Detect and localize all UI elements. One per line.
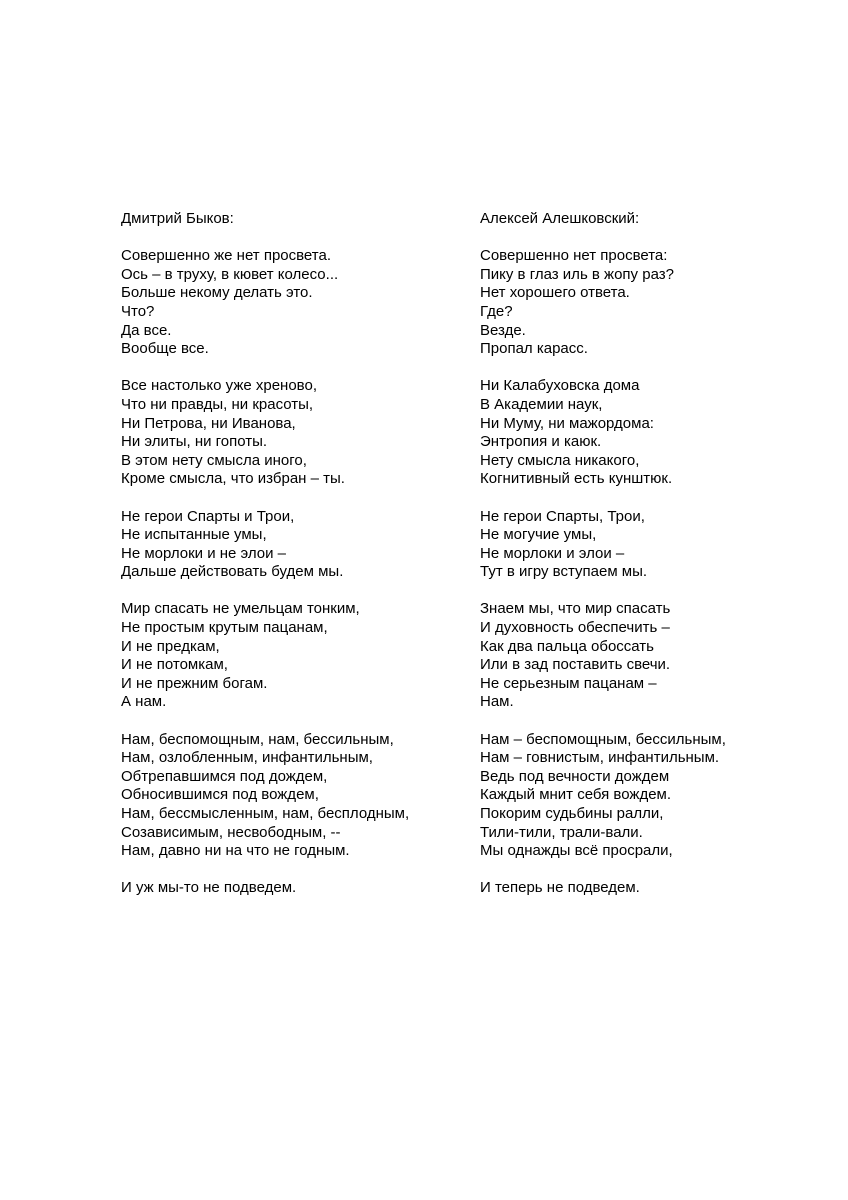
- poem-line: Ось – в труху, в кювет колесо...: [121, 265, 339, 283]
- poem-line: Пропал карасс.: [480, 340, 588, 358]
- poem-line: Ни Муму, ни мажордома:: [480, 414, 654, 432]
- poem-line: Созависимым, несвободным, --: [121, 823, 341, 841]
- poem-line: А нам.: [121, 693, 167, 711]
- poem-line: Где?: [480, 302, 513, 320]
- poem-line: Не герои Спарты, Трои,: [480, 507, 645, 525]
- poem-line: Ведь под вечности дождем: [480, 767, 670, 785]
- poem-line: Совершенно же нет просвета.: [121, 247, 331, 265]
- poem-line: Нет хорошего ответа.: [480, 284, 630, 302]
- poem-line: В Академии наук,: [480, 395, 603, 413]
- poem-line: Нам – говнистым, инфантильным.: [480, 749, 720, 767]
- poem-line: Не морлоки и не элои –: [121, 544, 287, 562]
- poem-line: Вообще все.: [121, 340, 209, 358]
- poem-line: Когнитивный есть кунштюк.: [480, 470, 673, 488]
- poem-line: Нам, бессмысленным, нам, бесплодным,: [121, 805, 410, 822]
- right-stanza: [480, 600, 810, 712]
- poem-line: Не серьезным пацанам –: [480, 674, 657, 692]
- poem-line: Ни элиты, ни гопоты.: [121, 433, 268, 451]
- left-stanza: [121, 600, 451, 712]
- poem-line: Кроме смысла, что избран – ты.: [121, 470, 345, 488]
- poem-line: Покорим судьбины ралли,: [480, 805, 664, 822]
- right-stanza: [480, 247, 810, 359]
- right-author-heading: Алексей Алешковский:: [480, 210, 640, 227]
- left-stanza: [121, 731, 451, 861]
- poem-line: Мир спасать не умельцам тонким,: [121, 600, 360, 618]
- poem-line: Тили-тили, трали-вали.: [480, 823, 643, 841]
- left-author-heading: Дмитрий Быков:: [121, 210, 234, 227]
- poem-line: Обтрепавшимся под дождем,: [121, 767, 328, 785]
- right-stanzas: [480, 247, 810, 898]
- poem-line: И уж мы-то не подведем.: [121, 879, 297, 897]
- poem-line: Нам – беспомощным, бессильным,: [480, 730, 726, 748]
- poem-line: И не предкам,: [121, 637, 220, 655]
- poem-line: Не морлоки и элои –: [480, 544, 625, 562]
- right-poem-column: [480, 210, 810, 898]
- poem-line: Больше некому делать это.: [121, 284, 313, 302]
- poem-line: Нам, давно ни на что не годным.: [121, 842, 350, 860]
- right-stanza: [480, 731, 810, 861]
- poem-line: Совершенно нет просвета:: [480, 247, 668, 265]
- poem-line: Обносившимся под вождем,: [121, 786, 319, 804]
- poem-line: Везде.: [480, 321, 526, 339]
- poem-line: Тут в игру вступаем мы.: [480, 563, 648, 581]
- left-stanzas: [121, 247, 451, 898]
- left-stanza: [121, 508, 451, 582]
- left-poem-column: [121, 210, 451, 898]
- poem-line: Нам.: [480, 693, 514, 711]
- poem-line: Ни Петрова, ни Иванова,: [121, 414, 296, 432]
- right-stanza: [480, 879, 810, 898]
- poem-line: Нету смысла никакого,: [480, 451, 640, 469]
- poem-line: В этом нету смысла иного,: [121, 451, 307, 469]
- poem-line: Не могучие умы,: [480, 526, 597, 544]
- poem-line: Дальше действовать будем мы.: [121, 563, 344, 581]
- right-stanza: [480, 508, 810, 582]
- poem-line: Нам, озлобленным, инфантильным,: [121, 749, 373, 767]
- poem-line: Да все.: [121, 321, 172, 339]
- poem-line: Что ни правды, ни красоты,: [121, 395, 314, 413]
- left-stanza: [121, 377, 451, 489]
- poem-line: Не простым крутым пацанам,: [121, 619, 328, 637]
- poem-line: Все настолько уже хреново,: [121, 377, 317, 395]
- poem-line: Каждый мнит себя вождем.: [480, 786, 672, 804]
- poem-line: И не прежним богам.: [121, 674, 268, 692]
- poem-line: Знаем мы, что мир спасать: [480, 600, 671, 618]
- poem-line: И духовность обеспечить –: [480, 619, 670, 637]
- poem-line: Или в зад поставить свечи.: [480, 656, 671, 674]
- poem-line: Пику в глаз иль в жопу раз?: [480, 265, 674, 283]
- poem-line: Что?: [121, 302, 155, 320]
- poem-line: Как два пальца обоссать: [480, 637, 654, 655]
- poem-line: Не герои Спарты и Трои,: [121, 507, 295, 525]
- poem-line: Нам, беспомощным, нам, бессильным,: [121, 730, 394, 748]
- poem-line: Не испытанные умы,: [121, 526, 267, 544]
- poem-line: И не потомкам,: [121, 656, 228, 674]
- poem-line: Мы однажды всё просрали,: [480, 842, 673, 860]
- right-stanza: [480, 377, 810, 489]
- poem-line: Ни Калабуховска дома: [480, 377, 640, 395]
- left-stanza: [121, 247, 451, 359]
- poem-line: И теперь не подведем.: [480, 879, 640, 897]
- left-stanza: [121, 879, 451, 898]
- poem-line: Энтропия и каюк.: [480, 433, 602, 451]
